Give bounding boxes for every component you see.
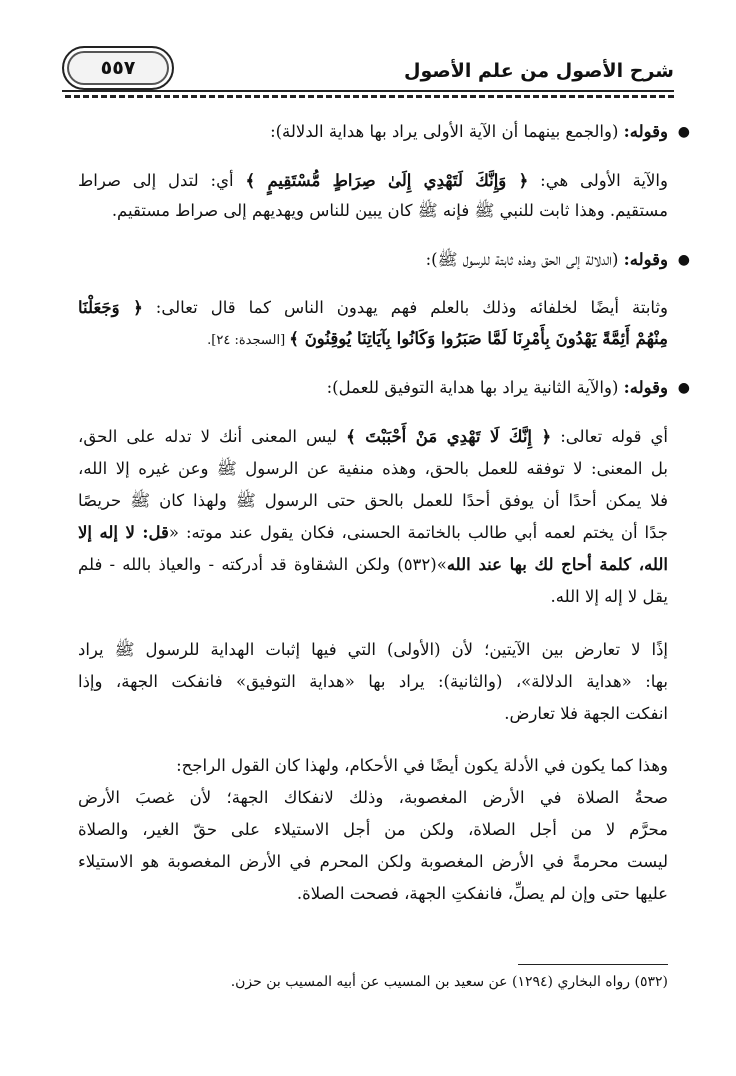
footnote: [231, 974, 668, 990]
text-line: يقل لا إله إلا الله.: [550, 587, 668, 606]
text-line: [78, 521, 668, 545]
bullet-icon: ●: [677, 380, 690, 396]
quran-verse: ﴿ وَإِنَّكَ لَتَهْدِي إِلَىٰ صِرَاطٍ مُّسْتَقِيمٍ ﴾: [245, 171, 529, 190]
quoted-statement: (الدلالة إلى الحق وهذه ثابتة للرسول ﷺ):: [425, 250, 624, 269]
hadith-quote: قل: لا إله إلا: [78, 523, 169, 542]
page-header: [62, 40, 674, 92]
text-line: عليها حتى وإن لم يصلِّ، فانفكتِ الجهة، فصحت الصلاة.: [296, 884, 668, 903]
text-line: صحةُ الصلاة في الأرض المغصوبة، وذلك لانفكاك الجهة؛ لأن غصبَ الأرض: [78, 788, 668, 807]
footnote-text: رواه البخاري (١٢٩٤) عن سعيد بن المسيب عن أبيه المسيب بن حزن.: [230, 974, 635, 990]
quran-verse: ﴿ إِنَّكَ لَا تَهْدِي مَنْ أَحْبَبْتَ ﴾: [346, 427, 552, 446]
quran-verse: ﴿ وَجَعَلْنَا: [78, 298, 143, 317]
text-line: [326, 376, 690, 400]
hadith-quote: الله، كلمة أحاج لك بها عند الله: [446, 555, 668, 574]
lead-word: وقوله:: [623, 122, 668, 141]
header-divider: [62, 90, 674, 98]
text-line: انفكت الجهة فلا تعارض.: [504, 704, 668, 723]
footnote-divider: [518, 964, 668, 965]
text-line: [270, 120, 690, 144]
bullet-icon: ●: [677, 252, 690, 268]
line-text: أي: لتدل إلى صراط: [78, 171, 246, 190]
quoted-statement: (والجمع بينهما أن الآية الأولى يراد بها هداية الدلالة):: [270, 122, 624, 141]
text-line: مستقيم. وهذا ثابت للنبي ﷺ فإنه ﷺ كان يبين للناس ويهديهم إلى صراط مستقيم.: [111, 201, 668, 220]
text-line: [425, 248, 690, 272]
page-number: ٥٥٧: [100, 57, 136, 79]
line-text: جدًا أن يختم لعمه أبي طالب بالخاتمة الحسنى، فكان يقول عند موته: «: [168, 523, 668, 542]
text-line: بل المعنى: لا توفقه للعمل بالحق، وهذه منفية عن الرسول ﷺ وعن غيره إلا الله،: [78, 459, 668, 478]
text-line: [78, 296, 668, 320]
line-text: »(٥٣٢) ولكن الشقاوة قد أدركته - والعياذ بالله - فلم: [78, 555, 447, 574]
quoted-statement: (والآية الثانية يراد بها هداية التوفيق للعمل):: [326, 378, 624, 397]
book-title: شرح الأصول من علم الأصول: [404, 60, 674, 82]
text-line: ليست محرمةً في الأرض المغصوبة ولكن المحرم في الأرض المغصوبة هو الاستيلاء: [78, 852, 668, 871]
line-text: وثابتة أيضًا لخلفائه وذلك بالعلم فهم يهدون الناس كما قال تعالى:: [142, 298, 669, 317]
line-text: والآية الأولى هي:: [528, 171, 668, 190]
line-text: ليس المعنى أنك لا تدله على الحق،: [78, 427, 347, 446]
text-line: محرَّم لا من أجل الصلاة، ولكن من أجل الاستيلاء على حقّ الغير، والصلاة: [78, 820, 668, 839]
bullet-icon: ●: [677, 124, 690, 140]
quran-verse: مِنْهُمْ أَئِمَّةً يَهْدُونَ بِأَمْرِنَا لَمَّا صَبَرُوا وَكَانُوا بِآيَاتِنَا يُوقِنُونَ ﴾: [289, 329, 668, 348]
text-line: [78, 553, 668, 577]
footnote-number: (٥٣٢): [634, 974, 668, 990]
text-line: بها: «هداية الدلالة»، (والثانية): يراد بها «هداية التوفيق» فانفكت الجهة، وإذا: [78, 672, 668, 691]
lead-word: وقوله:: [623, 378, 668, 397]
text-line: [78, 425, 668, 449]
text-line: فلا يمكن أحدًا أن يوفق أحدًا للعمل بالحق حتى الرسول ﷺ ولهذا كان ﷺ حريصًا: [78, 491, 668, 510]
line-text: أي قوله تعالى:: [551, 427, 668, 446]
text-line: [207, 327, 668, 353]
text-line: إذًا لا تعارض بين الآيتين؛ لأن (الأولى) التي فيها إثبات الهداية للرسول ﷺ يراد: [78, 640, 668, 659]
text-line: [78, 169, 668, 193]
text-line: وهذا كما يكون في الأدلة يكون أيضًا في الأحكام، ولهذا كان القول الراجح:: [176, 756, 668, 775]
page-number-badge: [62, 46, 174, 90]
lead-word: وقوله:: [623, 250, 668, 269]
verse-reference: [السجدة: ٢٤].: [207, 333, 290, 348]
